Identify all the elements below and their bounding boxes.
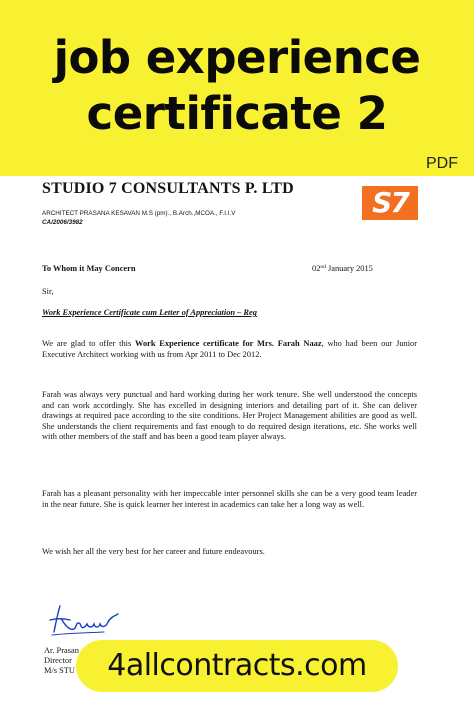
handwritten-signature xyxy=(44,602,124,640)
architect-credentials: ARCHITECT PRASANA KESAVAN M.S (pm)., B.Arch.,MCOA., F.I.I.V xyxy=(42,210,236,217)
page-title xyxy=(0,30,474,142)
registration-number: CA/2006/3982 xyxy=(42,219,83,226)
signatory-company: M/s STU xyxy=(44,666,75,675)
subject-line: Work Experience Certificate cum Letter of Appreciation – Reg xyxy=(42,308,257,317)
company-logo xyxy=(362,186,418,220)
certificate-letter xyxy=(40,178,440,708)
signatory-block xyxy=(44,646,79,676)
date-day: 02 xyxy=(312,264,321,273)
paragraph-performance: Farah was always very punctual and hard working during her work tenure. She well understood the concepts and can work accordingly. She has excelled in designing interiors and detailing part of it. She can deliver drawings at required pace according to the site conditions. Her Project Management abilities are good as well. She understands the client requirements and fast enough to do required design iterations, etc. She works well with other members of the staff and has been a good team player always. xyxy=(42,390,417,442)
paragraph-wishes: We wish her all the very best for her career and future endeavours. xyxy=(42,547,265,556)
date-suffix: nd xyxy=(320,264,326,270)
paragraph-intro xyxy=(42,339,417,360)
format-label: PDF xyxy=(426,155,458,172)
letter-date xyxy=(312,264,373,275)
salutation: Sir, xyxy=(42,287,54,296)
company-name: STUDIO 7 CONSULTANTS P. LTD xyxy=(42,180,294,197)
page-title-line-2: certificate 2 xyxy=(86,87,388,140)
intro-text-start: We are glad to offer this xyxy=(42,339,136,348)
paragraph-personality: Farah has a pleasant personality with her impeccable inter personnel skills she can be a very good team leader in the near future. She is quick learner her interest in academics can take her a long way as well. xyxy=(42,489,417,509)
intro-bold-text: Work Experience certificate for Mrs. Farah Naaz xyxy=(135,339,322,348)
signatory-title: Director xyxy=(44,656,72,665)
logo-text: S7 xyxy=(372,186,408,219)
intro-text-end: , who had been our Junior Executive Architect working with us from Apr 2011 to Dec 2012. xyxy=(42,339,418,359)
title-banner xyxy=(0,0,474,176)
date-month-year: January 2015 xyxy=(325,264,373,273)
website-badge[interactable] xyxy=(76,640,398,692)
page-title-line-1: job experience xyxy=(53,31,421,84)
recipient-line: To Whom it May Concern xyxy=(42,264,136,273)
website-link[interactable]: 4allcontracts.com xyxy=(107,648,367,683)
signatory-name: Ar. Prasan xyxy=(44,646,79,655)
